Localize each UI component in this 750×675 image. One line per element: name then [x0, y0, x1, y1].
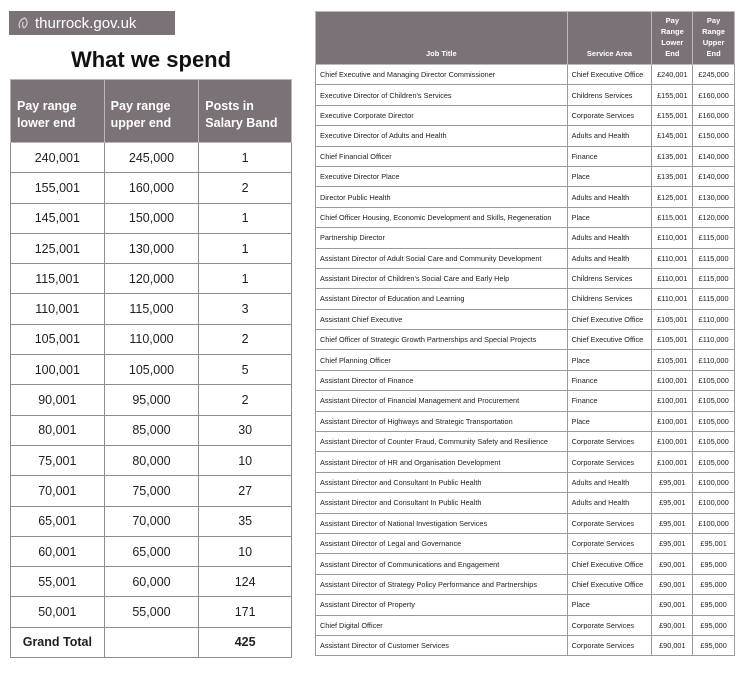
cell-job-title: Director Public Health [316, 187, 568, 207]
cell-pay-upper: £160,000 [693, 85, 735, 105]
cell-service-area: Chief Executive Office [567, 65, 652, 85]
table-row [316, 166, 735, 186]
header-posts: Posts in Salary Band [199, 80, 292, 143]
cell-job-title: Assistant Director of Children's Social Care and Early Help [316, 268, 568, 288]
cell-service-area: Childrens Services [567, 85, 652, 105]
header-pay-lower: Pay Range Lower End [652, 12, 693, 65]
cell-pay-lower: £100,001 [652, 411, 693, 431]
table-row [316, 268, 735, 288]
cell-pay-lower: £110,001 [652, 268, 693, 288]
cell-posts: 1 [199, 233, 292, 263]
cell-upper: 85,000 [104, 415, 199, 445]
table-row [316, 105, 735, 125]
cell-job-title: Assistant Director of HR and Organisation Development [316, 452, 568, 472]
header-lower: Pay range lower end [11, 80, 105, 143]
cell-lower: 105,001 [11, 324, 105, 354]
header-upper: Pay range upper end [104, 80, 199, 143]
cell-service-area: Adults and Health [567, 187, 652, 207]
pay-bands-header-row [11, 80, 292, 143]
cell-posts: 2 [199, 173, 292, 203]
cell-service-area: Finance [567, 146, 652, 166]
cell-pay-upper: £140,000 [693, 166, 735, 186]
cell-pay-upper: £120,000 [693, 207, 735, 227]
table-row [316, 533, 735, 553]
cell-upper: 60,000 [104, 567, 199, 597]
cell-posts: 5 [199, 355, 292, 385]
table-row [11, 385, 292, 415]
cell-job-title: Assistant Director of Highways and Strategic Transportation [316, 411, 568, 431]
cell-upper: 160,000 [104, 173, 199, 203]
cell-pay-lower: £110,001 [652, 248, 693, 268]
cell-pay-upper: £100,000 [693, 472, 735, 492]
table-row [11, 173, 292, 203]
cell-job-title: Executive Director of Adults and Health [316, 126, 568, 146]
cell-service-area: Adults and Health [567, 493, 652, 513]
cell-pay-upper: £100,000 [693, 493, 735, 513]
cell-posts: 124 [199, 567, 292, 597]
table-row [316, 635, 735, 655]
cell-service-area: Adults and Health [567, 228, 652, 248]
table-row [316, 350, 735, 370]
cell-service-area: Corporate Services [567, 635, 652, 655]
cell-pay-lower: £155,001 [652, 105, 693, 125]
cell-service-area: Corporate Services [567, 615, 652, 635]
cell-service-area: Adults and Health [567, 472, 652, 492]
cell-job-title: Chief Financial Officer [316, 146, 568, 166]
table-row [316, 187, 735, 207]
table-row [316, 615, 735, 635]
table-row [316, 146, 735, 166]
table-row [316, 309, 735, 329]
cell-pay-lower: £90,001 [652, 635, 693, 655]
cell-service-area: Chief Executive Office [567, 574, 652, 594]
cell-pay-lower: £100,001 [652, 391, 693, 411]
table-row [316, 472, 735, 492]
cell-job-title: Assistant Director of Legal and Governance [316, 533, 568, 553]
cell-pay-lower: £100,001 [652, 432, 693, 452]
cell-service-area: Place [567, 350, 652, 370]
cell-job-title: Assistant Director of Education and Learning [316, 289, 568, 309]
cell-upper: 130,000 [104, 233, 199, 263]
page-title: What we spend [70, 47, 232, 72]
table-row [11, 445, 292, 475]
cell-pay-upper: £105,000 [693, 370, 735, 390]
cell-pay-lower: £105,001 [652, 309, 693, 329]
cell-service-area: Adults and Health [567, 126, 652, 146]
cell-pay-upper: £150,000 [693, 126, 735, 146]
cell-lower: 110,001 [11, 294, 105, 324]
cell-posts: 10 [199, 445, 292, 475]
table-row [11, 233, 292, 263]
cell-pay-lower: £90,001 [652, 554, 693, 574]
cell-pay-upper: £95,000 [693, 615, 735, 635]
cell-service-area: Corporate Services [567, 533, 652, 553]
cell-pay-upper: £115,000 [693, 248, 735, 268]
cell-lower: 60,001 [11, 536, 105, 566]
cell-job-title: Executive Director Place [316, 166, 568, 186]
cell-job-title: Executive Corporate Director [316, 105, 568, 125]
cell-pay-lower: £95,001 [652, 493, 693, 513]
cell-service-area: Place [567, 166, 652, 186]
cell-upper: 105,000 [104, 355, 199, 385]
cell-service-area: Corporate Services [567, 105, 652, 125]
cell-pay-lower: £115,001 [652, 207, 693, 227]
cell-pay-lower: £90,001 [652, 615, 693, 635]
cell-posts: 1 [199, 143, 292, 173]
cell-pay-lower: £110,001 [652, 228, 693, 248]
pay-bands-table [10, 79, 292, 658]
cell-pay-lower: £95,001 [652, 472, 693, 492]
cell-job-title: Chief Officer Housing, Economic Development and Skills, Regeneration [316, 207, 568, 227]
cell-service-area: Corporate Services [567, 452, 652, 472]
cell-job-title: Assistant Director and Consultant In Public Health [316, 493, 568, 513]
cell-pay-lower: £125,001 [652, 187, 693, 207]
grand-total-empty [104, 627, 199, 657]
table-row [11, 203, 292, 233]
cell-job-title: Chief Executive and Managing Director Commissioner [316, 65, 568, 85]
cell-job-title: Assistant Director of Adult Social Care and Community Development [316, 248, 568, 268]
cell-service-area: Finance [567, 391, 652, 411]
senior-posts-table [315, 11, 735, 656]
cell-pay-upper: £140,000 [693, 146, 735, 166]
cell-pay-upper: £245,000 [693, 65, 735, 85]
cell-pay-upper: £95,000 [693, 554, 735, 574]
cell-service-area: Adults and Health [567, 248, 652, 268]
cell-upper: 65,000 [104, 536, 199, 566]
table-row [11, 324, 292, 354]
leaf-icon [17, 16, 31, 30]
cell-lower: 90,001 [11, 385, 105, 415]
cell-pay-lower: £95,001 [652, 533, 693, 553]
table-row [11, 415, 292, 445]
table-row [11, 476, 292, 506]
cell-lower: 100,001 [11, 355, 105, 385]
cell-pay-upper: £95,001 [693, 533, 735, 553]
cell-service-area: Finance [567, 370, 652, 390]
table-row [316, 411, 735, 431]
table-row [316, 554, 735, 574]
grand-total-row [11, 627, 292, 657]
site-name: thurrock.gov.uk [35, 14, 137, 32]
cell-pay-lower: £90,001 [652, 574, 693, 594]
cell-lower: 55,001 [11, 567, 105, 597]
table-row [316, 493, 735, 513]
cell-service-area: Childrens Services [567, 268, 652, 288]
cell-pay-upper: £105,000 [693, 391, 735, 411]
header-pay-upper: Pay Range Upper End [693, 12, 735, 65]
cell-pay-lower: £100,001 [652, 452, 693, 472]
grand-total-posts: 425 [199, 627, 292, 657]
cell-lower: 80,001 [11, 415, 105, 445]
senior-posts-header-row [316, 12, 735, 65]
cell-job-title: Assistant Chief Executive [316, 309, 568, 329]
cell-pay-upper: £95,000 [693, 635, 735, 655]
table-row [316, 228, 735, 248]
cell-posts: 171 [199, 597, 292, 627]
cell-job-title: Executive Director of Children's Services [316, 85, 568, 105]
cell-lower: 50,001 [11, 597, 105, 627]
cell-lower: 65,001 [11, 506, 105, 536]
cell-posts: 1 [199, 264, 292, 294]
table-row [316, 289, 735, 309]
cell-posts: 10 [199, 536, 292, 566]
cell-job-title: Chief Digital Officer [316, 615, 568, 635]
cell-pay-upper: £95,000 [693, 595, 735, 615]
cell-upper: 55,000 [104, 597, 199, 627]
cell-job-title: Assistant Director of Finance [316, 370, 568, 390]
cell-lower: 70,001 [11, 476, 105, 506]
cell-pay-lower: £100,001 [652, 370, 693, 390]
cell-service-area: Corporate Services [567, 513, 652, 533]
table-row [11, 264, 292, 294]
cell-service-area: Chief Executive Office [567, 554, 652, 574]
table-row [11, 567, 292, 597]
cell-pay-lower: £145,001 [652, 126, 693, 146]
cell-service-area: Place [567, 411, 652, 431]
cell-lower: 75,001 [11, 445, 105, 475]
cell-service-area: Chief Executive Office [567, 309, 652, 329]
cell-job-title: Chief Planning Officer [316, 350, 568, 370]
cell-pay-upper: £100,000 [693, 513, 735, 533]
cell-posts: 2 [199, 324, 292, 354]
table-row [11, 143, 292, 173]
cell-pay-upper: £105,000 [693, 432, 735, 452]
site-logo-bar[interactable] [9, 11, 175, 35]
cell-upper: 110,000 [104, 324, 199, 354]
table-row [316, 513, 735, 533]
cell-job-title: Assistant Director of Customer Services [316, 635, 568, 655]
cell-service-area: Place [567, 207, 652, 227]
cell-pay-lower: £90,001 [652, 595, 693, 615]
table-row [316, 391, 735, 411]
table-row [316, 574, 735, 594]
cell-upper: 115,000 [104, 294, 199, 324]
cell-job-title: Assistant Director of National Investigation Services [316, 513, 568, 533]
cell-pay-upper: £105,000 [693, 452, 735, 472]
cell-pay-upper: £110,000 [693, 330, 735, 350]
table-row [11, 597, 292, 627]
cell-pay-upper: £110,000 [693, 350, 735, 370]
cell-job-title: Assistant Director of Strategy Policy Performance and Partnerships [316, 574, 568, 594]
table-row [316, 126, 735, 146]
header-job-title: Job Title [316, 12, 568, 65]
cell-posts: 27 [199, 476, 292, 506]
table-row [11, 506, 292, 536]
cell-pay-upper: £105,000 [693, 411, 735, 431]
cell-pay-lower: £105,001 [652, 330, 693, 350]
table-row [316, 65, 735, 85]
cell-pay-upper: £130,000 [693, 187, 735, 207]
cell-lower: 115,001 [11, 264, 105, 294]
cell-service-area: Place [567, 595, 652, 615]
cell-service-area: Chief Executive Office [567, 330, 652, 350]
cell-pay-upper: £115,000 [693, 228, 735, 248]
cell-posts: 35 [199, 506, 292, 536]
table-row [316, 452, 735, 472]
cell-upper: 70,000 [104, 506, 199, 536]
table-row [316, 595, 735, 615]
table-row [11, 294, 292, 324]
cell-upper: 150,000 [104, 203, 199, 233]
cell-upper: 95,000 [104, 385, 199, 415]
cell-upper: 120,000 [104, 264, 199, 294]
cell-pay-upper: £160,000 [693, 105, 735, 125]
cell-job-title: Assistant Director and Consultant In Public Health [316, 472, 568, 492]
table-row [316, 85, 735, 105]
table-row [316, 248, 735, 268]
cell-lower: 125,001 [11, 233, 105, 263]
cell-pay-lower: £110,001 [652, 289, 693, 309]
cell-posts: 3 [199, 294, 292, 324]
cell-job-title: Partnership Director [316, 228, 568, 248]
cell-posts: 1 [199, 203, 292, 233]
header-service-area: Service Area [567, 12, 652, 65]
cell-posts: 30 [199, 415, 292, 445]
cell-pay-lower: £135,001 [652, 166, 693, 186]
cell-pay-lower: £155,001 [652, 85, 693, 105]
cell-job-title: Chief Officer of Strategic Growth Partnerships and Special Projects [316, 330, 568, 350]
cell-job-title: Assistant Director of Financial Management and Procurement [316, 391, 568, 411]
grand-total-label: Grand Total [11, 627, 105, 657]
cell-pay-upper: £95,000 [693, 574, 735, 594]
table-row [316, 207, 735, 227]
cell-job-title: Assistant Director of Counter Fraud, Community Safety and Resilience [316, 432, 568, 452]
cell-pay-upper: £115,000 [693, 268, 735, 288]
table-row [316, 330, 735, 350]
table-row [11, 355, 292, 385]
cell-posts: 2 [199, 385, 292, 415]
cell-upper: 80,000 [104, 445, 199, 475]
cell-job-title: Assistant Director of Communications and Engagement [316, 554, 568, 574]
cell-service-area: Corporate Services [567, 432, 652, 452]
cell-pay-upper: £115,000 [693, 289, 735, 309]
cell-upper: 245,000 [104, 143, 199, 173]
cell-lower: 145,001 [11, 203, 105, 233]
cell-lower: 155,001 [11, 173, 105, 203]
cell-pay-lower: £95,001 [652, 513, 693, 533]
cell-pay-lower: £135,001 [652, 146, 693, 166]
cell-lower: 240,001 [11, 143, 105, 173]
cell-pay-lower: £105,001 [652, 350, 693, 370]
table-row [316, 432, 735, 452]
cell-job-title: Assistant Director of Property [316, 595, 568, 615]
table-row [316, 370, 735, 390]
cell-upper: 75,000 [104, 476, 199, 506]
cell-pay-upper: £110,000 [693, 309, 735, 329]
cell-pay-lower: £240,001 [652, 65, 693, 85]
cell-service-area: Childrens Services [567, 289, 652, 309]
table-row [11, 536, 292, 566]
